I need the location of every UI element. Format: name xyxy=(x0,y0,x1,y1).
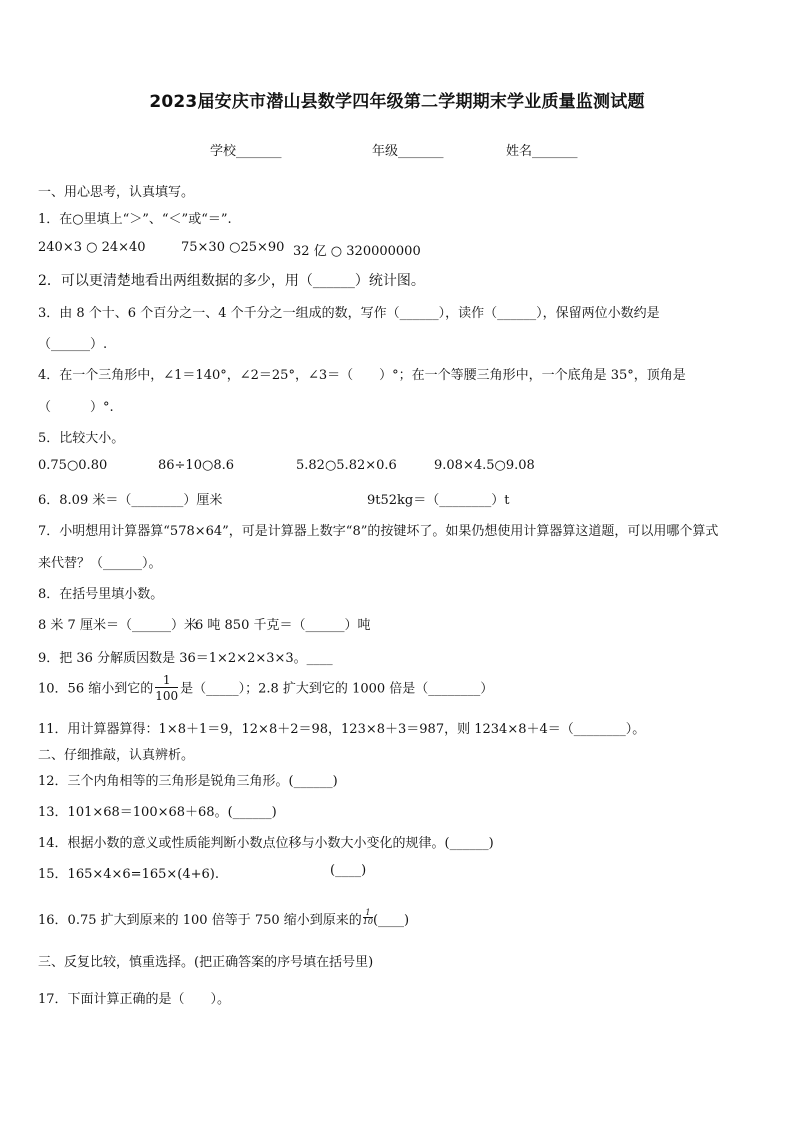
question-16 xyxy=(38,909,409,929)
question-15: 15．165×4×6=165×(4+6). xyxy=(38,867,219,882)
question-10 xyxy=(38,675,493,703)
fraction-numerator: 1 xyxy=(155,674,178,688)
question-17: 17．下面计算正确的是（ ）。 xyxy=(38,992,231,1007)
fraction-denominator: 100 xyxy=(155,689,179,703)
question-11: 11．用计算器算得：1×8＋1＝9，12×8＋2＝98，123×8＋3＝987，则 1234×8＋4＝（________）。 xyxy=(38,722,646,737)
question-1: 1．在○里填上“＞”、“＜”或“＝”. xyxy=(38,212,232,227)
question-13: 13．101×68＝100×68＋68。(______) xyxy=(38,805,277,820)
page-title: 2023届安庆市潜山县数学四年级第二学期期末学业质量监测试题 xyxy=(149,92,645,112)
q8-item: 8 米 7 厘米＝（______）米 xyxy=(38,618,197,633)
question-9: 9．把 36 分解质因数是 36＝1×2×2×3×3。____ xyxy=(38,651,333,666)
q5-item: 5.82○5.82×0.6 xyxy=(296,458,397,473)
fraction-one-hundredth xyxy=(155,674,178,702)
name-field: 姓名_______ xyxy=(506,144,578,159)
section-2-heading: 二、仔细推敲，认真辨析。 xyxy=(38,748,195,763)
q16-text-post: (____) xyxy=(372,913,410,928)
q10-text: 10．56 缩小到它的 xyxy=(38,681,154,697)
question-6a: 6．8.09 米＝（________）厘米 xyxy=(38,493,223,508)
q1-item: 75×30 ○25×90 xyxy=(181,240,285,255)
question-4: 4．在一个三角形中，∠1＝140°，∠2＝25°，∠3＝（ ）°；在一个等腰三角形中，一个底角是 35°，顶角是 xyxy=(38,368,686,383)
question-3: 3．由 8 个十、6 个百分之一、4 个千分之一组成的数，写作（______），读作（______），保留两位小数约是 xyxy=(38,306,660,321)
q1-item: 240×3 ○ 24×40 xyxy=(38,240,146,255)
q5-item: 0.75○0.80 xyxy=(38,458,108,473)
question-4-cont: （ ）°. xyxy=(38,400,114,415)
question-15-answer: (____) xyxy=(330,863,367,878)
question-5: 5．比较大小。 xyxy=(38,431,125,446)
q5-item: 9.08×4.5○9.08 xyxy=(434,458,535,473)
question-8: 8．在括号里填小数。 xyxy=(38,587,164,602)
fraction-numerator: 1 xyxy=(363,909,373,918)
question-12: 12．三个内角相等的三角形是锐角三角形。(______) xyxy=(38,774,338,789)
school-field: 学校_______ xyxy=(210,144,282,159)
q16-text: 16．0.75 扩大到原来的 100 倍等于 750 缩小到原来的 xyxy=(38,913,362,928)
grade-field: 年级_______ xyxy=(372,144,444,159)
question-7: 7．小明想用计算器算“578×64”，可是计算器上数字“8”的按键坏了。如果仍想使用计算器算这道题，可以用哪个算式 xyxy=(38,524,719,539)
q5-item: 86÷10○8.6 xyxy=(158,458,234,473)
question-3-cont: （______）. xyxy=(38,337,108,352)
q10-text-post: 是（_____）；2.8 扩大到它的 1000 倍是（________） xyxy=(180,681,494,697)
fraction-denominator: 10 xyxy=(362,917,373,926)
q8-item: 6 吨 850 千克＝（______）吨 xyxy=(195,618,371,633)
section-1-heading: 一、用心思考，认真填写。 xyxy=(38,185,195,200)
section-3-heading: 三、反复比较，慎重选择。(把正确答案的序号填在括号里) xyxy=(38,955,374,970)
question-2: 2．可以更清楚地看出两组数据的多少，用（______）统计图。 xyxy=(38,273,425,289)
question-6b: 9t52kg＝（________）t xyxy=(367,493,510,508)
question-7-cont: 来代替？（______）。 xyxy=(38,556,162,571)
question-14: 14．根据小数的意义或性质能判断小数点位移与小数大小变化的规律。(______) xyxy=(38,836,494,851)
fraction-one-tenth xyxy=(363,909,373,926)
q1-item: 32 亿 ○ 320000000 xyxy=(293,244,421,259)
